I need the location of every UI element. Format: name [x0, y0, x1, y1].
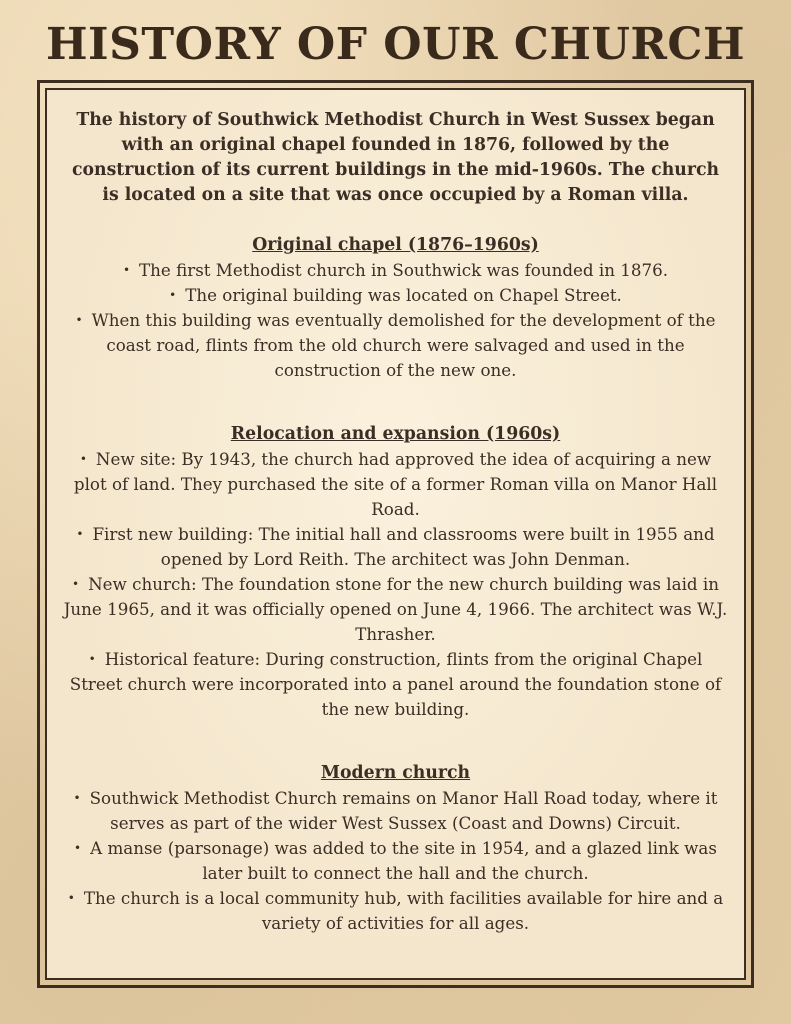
- list-item-text: A manse (parsonage) was added to the site in 1954, and a glazed link was later built to connect the hall and the church.: [90, 838, 717, 883]
- content-panel: [45, 88, 746, 980]
- list-item: [61, 836, 730, 886]
- list-item-text: New church: The foundation stone for the new church building was laid in June 1965, and it was officially opened on June 4, 1966. The architect was W.J. Thrasher.: [63, 574, 728, 644]
- list-item-text: The first Methodist church in Southwick was founded in 1876.: [139, 260, 669, 280]
- bullet-icon: •: [122, 263, 131, 277]
- list-item-text: Historical feature: During construction, flints from the original Chapel Street church were incorporated into a panel around the foundation stone of the new building.: [69, 649, 722, 719]
- bullet-icon: •: [88, 652, 96, 666]
- list-item: [61, 522, 730, 572]
- section-modern-church: [61, 761, 730, 936]
- list-item-text: New site: By 1943, the church had approved the idea of acquiring a new plot of land. They purchased the site of a former Roman villa on Manor Hall Road.: [73, 449, 718, 519]
- bullet-icon: •: [76, 527, 84, 541]
- bullet-icon: •: [72, 577, 80, 591]
- section-relocation: [61, 422, 730, 722]
- section-heading: Modern church: [320, 763, 471, 783]
- content-body: [61, 108, 730, 936]
- list-item-text: Southwick Methodist Church remains on Manor Hall Road today, where it serves as part of the wider West Sussex (Coast and Downs) Circuit.: [89, 788, 718, 833]
- intro-paragraph: The history of Southwick Methodist Church in West Sussex began with an original chapel founded in 1876, followed by the construction of its current buildings in the mid-1960s. The church is located on a site that was once occupied by a Roman villa.: [71, 110, 720, 205]
- bullet-list: [61, 786, 730, 936]
- list-item: [61, 572, 730, 647]
- bullet-list: [61, 258, 730, 383]
- list-item-text: The original building was located on Chapel Street.: [185, 285, 622, 305]
- content-frame: [37, 80, 754, 988]
- list-item: [61, 258, 730, 283]
- bullet-icon: •: [74, 841, 82, 855]
- section-heading: Original chapel (1876–1960s): [252, 235, 539, 255]
- list-item-text: When this building was eventually demolished for the development of the coast road, flints from the old church were salvaged and used in the construction of the new one.: [91, 310, 716, 380]
- bullet-icon: •: [75, 313, 83, 327]
- page-title: HISTORY OF OUR CHURCH: [45, 19, 746, 70]
- list-item: [61, 647, 730, 722]
- section-original-chapel: [61, 233, 730, 383]
- bullet-icon: •: [79, 452, 87, 466]
- section-heading: Relocation and expansion (1960s): [230, 424, 561, 444]
- list-item: [61, 886, 730, 936]
- list-item: [61, 308, 730, 383]
- bullet-icon: •: [73, 791, 81, 805]
- list-item-text: First new building: The initial hall and classrooms were built in 1955 and opened by Lord Reith. The architect was John Denman.: [92, 524, 715, 569]
- list-item: [61, 447, 730, 522]
- list-item-text: The church is a local community hub, with facilities available for hire and a variety of activities for all ages.: [83, 888, 724, 933]
- bullet-list: [61, 447, 730, 722]
- bullet-icon: •: [67, 891, 75, 905]
- bullet-icon: •: [169, 288, 177, 302]
- list-item: [61, 786, 730, 836]
- list-item: [61, 283, 730, 308]
